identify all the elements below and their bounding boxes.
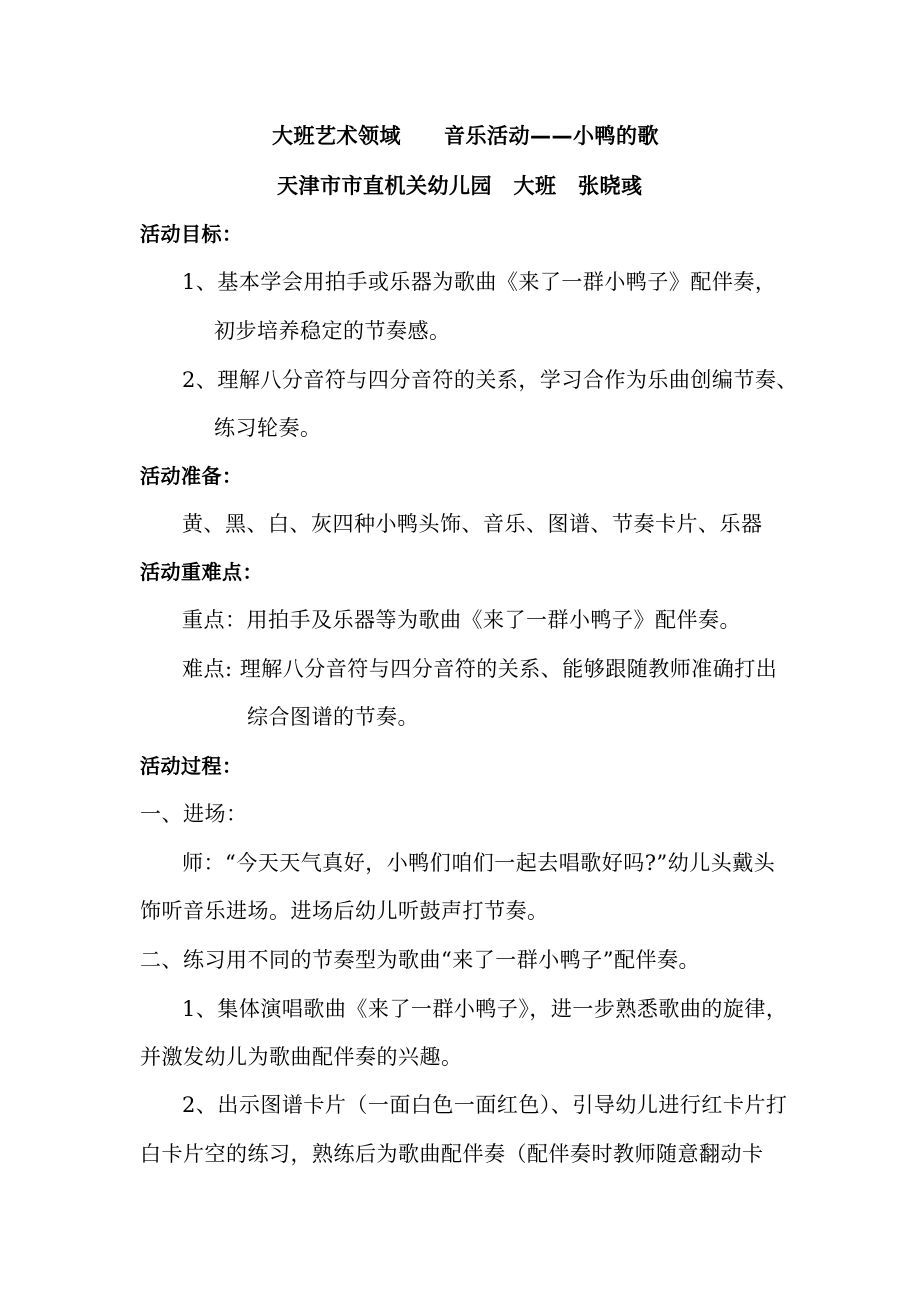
key-points-heading: 活动重难点： <box>140 560 263 584</box>
step-1-line-2: 并激发幼儿为歌曲配伴奏的兴趣。 <box>140 1045 463 1069</box>
difficulty-line-1: 难点: 理解八分音符与四分音符的关系、能够跟随教师准确打出 <box>182 657 778 681</box>
goal-item-1-line-2: 初步培养稳定的节奏感。 <box>214 319 451 343</box>
process-heading: 活动过程： <box>140 754 243 778</box>
preparation-heading: 活动准备： <box>140 464 243 488</box>
section-1-line-2: 饰听音乐进场。进场后幼儿听鼓声打节奏。 <box>140 899 549 923</box>
goal-item-1-line-1: 1、基本学会用拍手或乐器为歌曲《来了一群小鸭子》配伴奏， <box>182 270 777 294</box>
section-1-line-1: 师：“今天天气真好，小鸭们咱们一起去唱歌好吗?”幼儿头戴头 <box>182 851 776 875</box>
step-2-line-1: 2、出示图谱卡片（一面白色一面红色）、引导幼儿进行红卡片打 <box>182 1093 788 1117</box>
difficulty-line-2: 综合图谱的节奏。 <box>247 705 419 729</box>
step-2-line-2: 白卡片空的练习，熟练后为歌曲配伴奏（配伴奏时教师随意翻动卡 <box>140 1142 764 1166</box>
document-subtitle: 天津市市直机关幼儿园 大班 张晓彧 <box>277 174 643 198</box>
goal-item-2-line-1: 2、理解八分音符与四分音符的关系，学习合作为乐曲创编节奏、 <box>182 368 798 392</box>
step-1-line-1: 1、集体演唱歌曲《来了一群小鸭子》，进一步熟悉歌曲的旋律， <box>182 997 788 1021</box>
document-title: 大班艺术领域 音乐活动——小鸭的歌 <box>272 124 659 148</box>
goals-heading: 活动目标： <box>140 222 243 246</box>
goal-item-2-line-2: 练习轮奏。 <box>214 416 322 440</box>
section-2-title: 二、练习用不同的节奏型为歌曲“来了一群小鸭子”配伴奏。 <box>140 948 700 972</box>
preparation-text: 黄、黑、白、灰四种小鸭头饰、音乐、图谱、节奏卡片、乐器 <box>182 512 763 536</box>
key-point-text: 重点：用拍手及乐器等为歌曲《来了一群小鸭子》配伴奏。 <box>182 608 741 632</box>
section-1-title: 一、进场： <box>140 802 248 826</box>
